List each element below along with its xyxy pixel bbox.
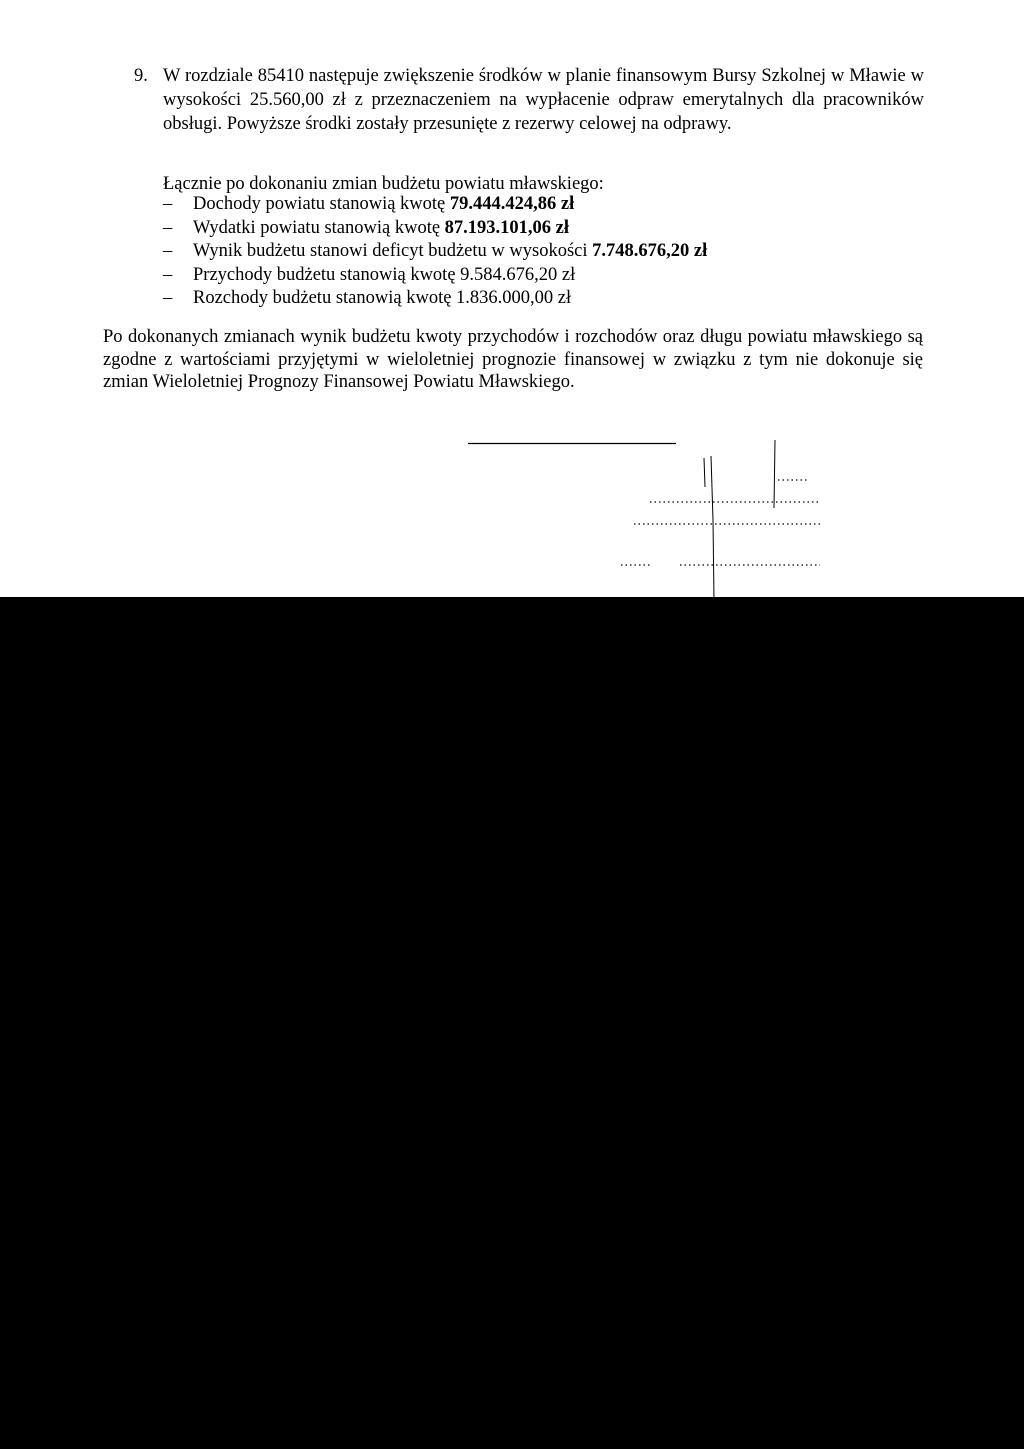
document-page bbox=[0, 0, 1024, 597]
list-dash: – bbox=[163, 241, 173, 261]
summary-item-label: Wynik budżetu stanowi deficyt budżetu w wysokości bbox=[193, 241, 593, 261]
signature-stroke bbox=[704, 458, 705, 487]
signature-stroke bbox=[711, 456, 714, 597]
list-dash: – bbox=[163, 288, 173, 308]
list-dash: – bbox=[163, 217, 173, 238]
summary-item-amount: 7.748.676,20 zł bbox=[592, 241, 708, 261]
closing-paragraph: Po dokonanych zmianach wynik budżetu kwoty przychodów i rozchodów oraz długu powiatu mławskiego są zgodne z wartościami przyjętymi w wieloletniej prognozie finansowej w związku z tym nie dokonuje się zmian Wieloletniej Prognozy Finansowej Powiatu Mławskiego. bbox=[103, 327, 923, 392]
summary-item-label: Rozchody budżetu stanowią kwotę 1.836.000,00 zł bbox=[193, 288, 572, 308]
summary-item-label: Przychody budżetu stanowią kwotę 9.584.676,20 zł bbox=[193, 264, 576, 285]
summary-item-label: Wydatki powiatu stanowią kwotę bbox=[193, 217, 445, 238]
item-9-text: W rozdziale 85410 następuje zwiększenie środków w planie finansowym Bursy Szkolnej w Mławie w wysokości 25.560,00 zł z przeznaczeniem na wypłacenie odpraw emerytalnych dla pracowników obsługi. Powyższe środki zostały przesunięte z rezerwy celowej na odprawy. bbox=[163, 66, 924, 134]
item-9-number: 9. bbox=[134, 66, 148, 86]
signature-stroke bbox=[774, 440, 775, 508]
signature-marks bbox=[0, 0, 1024, 597]
summary-item-amount: 79.444.424,86 zł bbox=[449, 194, 575, 214]
summary-item-label: Dochody powiatu stanowią kwotę bbox=[193, 194, 450, 214]
list-dash: – bbox=[163, 264, 173, 285]
summary-lead: Łącznie po dokonaniu zmian budżetu powiatu mławskiego: bbox=[163, 174, 604, 194]
summary-item-amount: 87.193.101,06 zł bbox=[444, 217, 570, 238]
list-dash: – bbox=[163, 194, 173, 214]
